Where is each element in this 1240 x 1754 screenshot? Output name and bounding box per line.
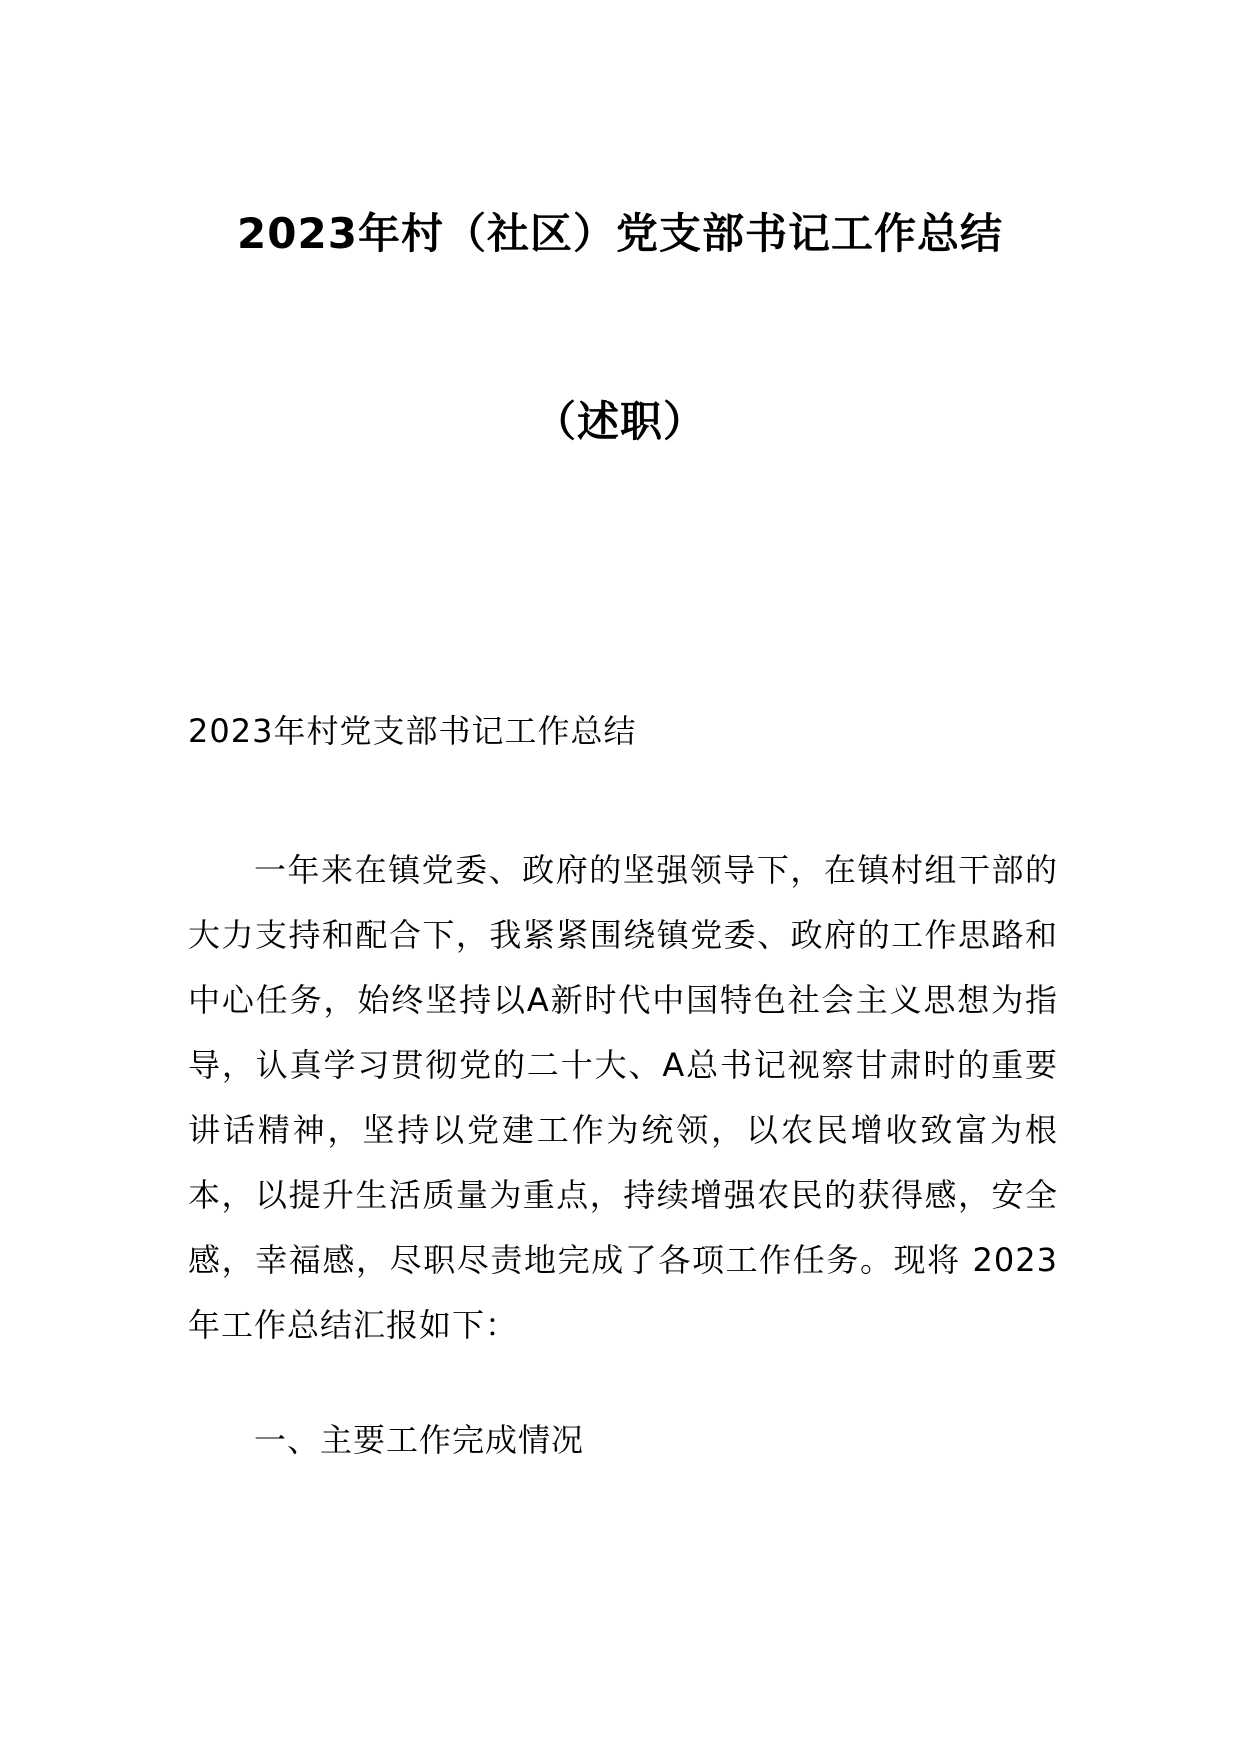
document-subtitle: 2023年村党支部书记工作总结 xyxy=(188,712,637,750)
section-heading: 一、主要工作完成情况 xyxy=(254,1421,585,1459)
document-title: 2023年村（社区）党支部书记工作总结 xyxy=(237,209,1003,258)
document-title-sub: （述职） xyxy=(533,397,706,446)
intro-paragraph: 一年来在镇党委、政府的坚强领导下，在镇村组干部的大力支持和配合下，我紧紧围绕镇党委、政府的工作思路和中心任务，始终坚持以A新时代中国特色社会主义思想为指导，认真学习贯彻党的二十大、A总书记视察甘肃时的重要讲话精神，坚持以党建工作为统领，以农民增收致富为根本，以提升生活质量为重点，持续增强农民的获得感，安全感，幸福感，尽职尽责地完成了各项工作任务。现将 2023年工作总结汇报如下： xyxy=(188,851,1058,1344)
